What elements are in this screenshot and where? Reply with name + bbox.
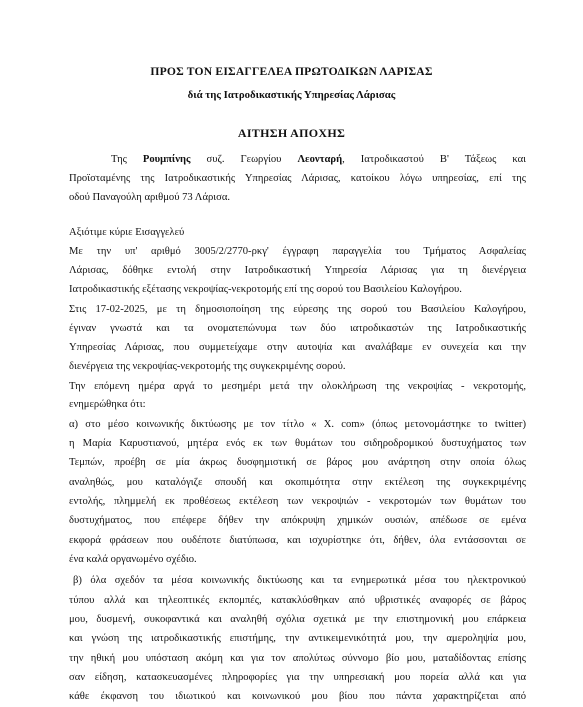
body-line: αναληθώς, μου καταλόγιζε σπουδή και σκοπιμότητα στην εκτέλεση της συγκεκριμένης bbox=[69, 477, 526, 488]
document-title: ΑΙΤΗΣΗ ΑΠΟΧΗΣ bbox=[237, 126, 346, 140]
body-line: β) όλα σχεδόν τα μέσα κοινωνικής δικτύωσης και τα ενημερωτικά μέσα του ηλεκτρονικού bbox=[73, 575, 526, 586]
body-line: Στις 17-02-2025, με τη δημοσιοποίηση της εύρεσης της σορού του Βασιλείου Καλογήρου, bbox=[69, 304, 526, 315]
body-line: εκφορά φράσεων που ουδέποτε διατύπωσα, και ισχυρίστηκε ότι, δήθεν, όλα εντάσσονται σε bbox=[69, 535, 526, 546]
body-line: ένα καλά οργανωμένο σχέδιο. bbox=[69, 554, 197, 565]
body-line: Τεμπών, προέβη σε μία άκρως δυσφημιστική σε βάρος μου ανάρτηση στην οποία όλως bbox=[69, 457, 526, 468]
body-line: και γνώση της ιατροδικαστικής επιστήμης, την αντικειμενικότητά μου, την αμεροληψία μου, bbox=[69, 633, 526, 644]
body-line: Λάρισας, δόθηκε εντολή στην Ιατροδικαστική Υπηρεσία Λάρισας για τη διενέργεια bbox=[69, 265, 526, 276]
intro-line-2: Προϊσταμένης της Ιατροδικαστικής Υπηρεσίας Λάρισας, κατοίκου λόγω υπηρεσίας, επί της bbox=[69, 173, 526, 184]
body-line: Με την υπ' αριθμό 3005/2/2770-ρκγ' έγγραφη παραγγελία του Τμήματος Ασφαλείας bbox=[69, 246, 526, 257]
body-line: την ηθική μου υπόσταση ακόμη και για τον απολύτως σύννομο βίο μου, ματαδίδοντας επίσης bbox=[69, 653, 526, 664]
body-line: σαν είδηση, κατασκευασμένες πληροφορίες για την υπηρεσιακή μου πορεία αλλά και για bbox=[69, 672, 526, 683]
body-line: έγιναν γνωστά και τα ονοματεπώνυμα των δύο ιατροδικαστών της Ιατροδικαστικής bbox=[69, 323, 526, 334]
recipient-heading: ΠΡΟΣ ΤΟΝ ΕΙΣΑΓΓΕΛΕΑ ΠΡΩΤΟΔΙΚΩΝ ΛΑΡΙΣΑΣ bbox=[150, 65, 433, 78]
body-line: μου, δυσμενή, συκοφαντικά και αναληθή σχόλια σχετικά με την επιστημονική μου επάρκεια bbox=[69, 614, 526, 625]
intro-text: συζ. Γεωργίου bbox=[190, 154, 298, 165]
intro-line-1 bbox=[111, 153, 526, 167]
body-line: διενέργεια της νεκροψίας-νεκροτομής της συγκεκριμένης σορού. bbox=[69, 361, 346, 372]
intro-text: Της bbox=[111, 154, 143, 165]
body-line: Υπηρεσίας Λάρισας, που συμμετείχαμε στην αυτοψία και αναλάβαμε εν συνεχεία και την bbox=[69, 342, 526, 353]
body-line: α) στο μέσο κοινωνικής δικτύωσης με τον τίτλο « X. com» (όπως μετονομάστηκε το twitter) bbox=[69, 419, 526, 430]
petitioner-surname: Λεονταρή bbox=[297, 154, 343, 165]
body-line: τύπου αλλά και τηλεοπτικές εκπομπές, κατακλύσθηκαν από υβριστικές αναφορές σε βάρος bbox=[69, 595, 526, 606]
body-line: δυστυχήματος, που επέφερε δήθεν την απόκρυψη χημικών ουσιών, απέδωσε σε εμένα bbox=[69, 515, 526, 526]
body-line: η Μαρία Καρυστιανού, μητέρα ενός εκ των θυμάτων του σιδηροδρομικού δυστυχήματος των bbox=[69, 438, 526, 449]
via-heading: διά της Ιατροδικαστικής Υπηρεσίας Λάρισας bbox=[187, 89, 396, 101]
body-line: ενημερώθηκα ότι: bbox=[69, 399, 146, 410]
salutation: Αξιότιμε κύριε Εισαγγελεύ bbox=[69, 227, 185, 238]
intro-text: , Ιατροδικαστού Β' Τάξεως και bbox=[342, 154, 527, 165]
body-line: Ιατροδικαστικής εξέτασης νεκροψίας-νεκροτομής επί της σορού του Βασιλείου Καλογήρου. bbox=[69, 284, 462, 295]
body-line: εντολής, πλημμελή εκ προθέσεως εκτέλεση των νεκροψιών - νεκροτομών των θυμάτων του bbox=[69, 496, 526, 507]
body-line: Την επόμενη ημέρα αργά το μεσημέρι μετά την ολοκλήρωση της νεκροψίας - νεκροτομής, bbox=[69, 381, 526, 392]
petitioner-name: Ρουμπίνης bbox=[142, 154, 191, 165]
intro-line-3: οδού Παναγούλη αριθμού 73 Λάρισα. bbox=[69, 192, 231, 203]
body-line: κάθε έκφανση του ιδιωτικού και κοινωνικού μου βίου που πάντα χαρακτηρίζεται από bbox=[69, 691, 526, 702]
